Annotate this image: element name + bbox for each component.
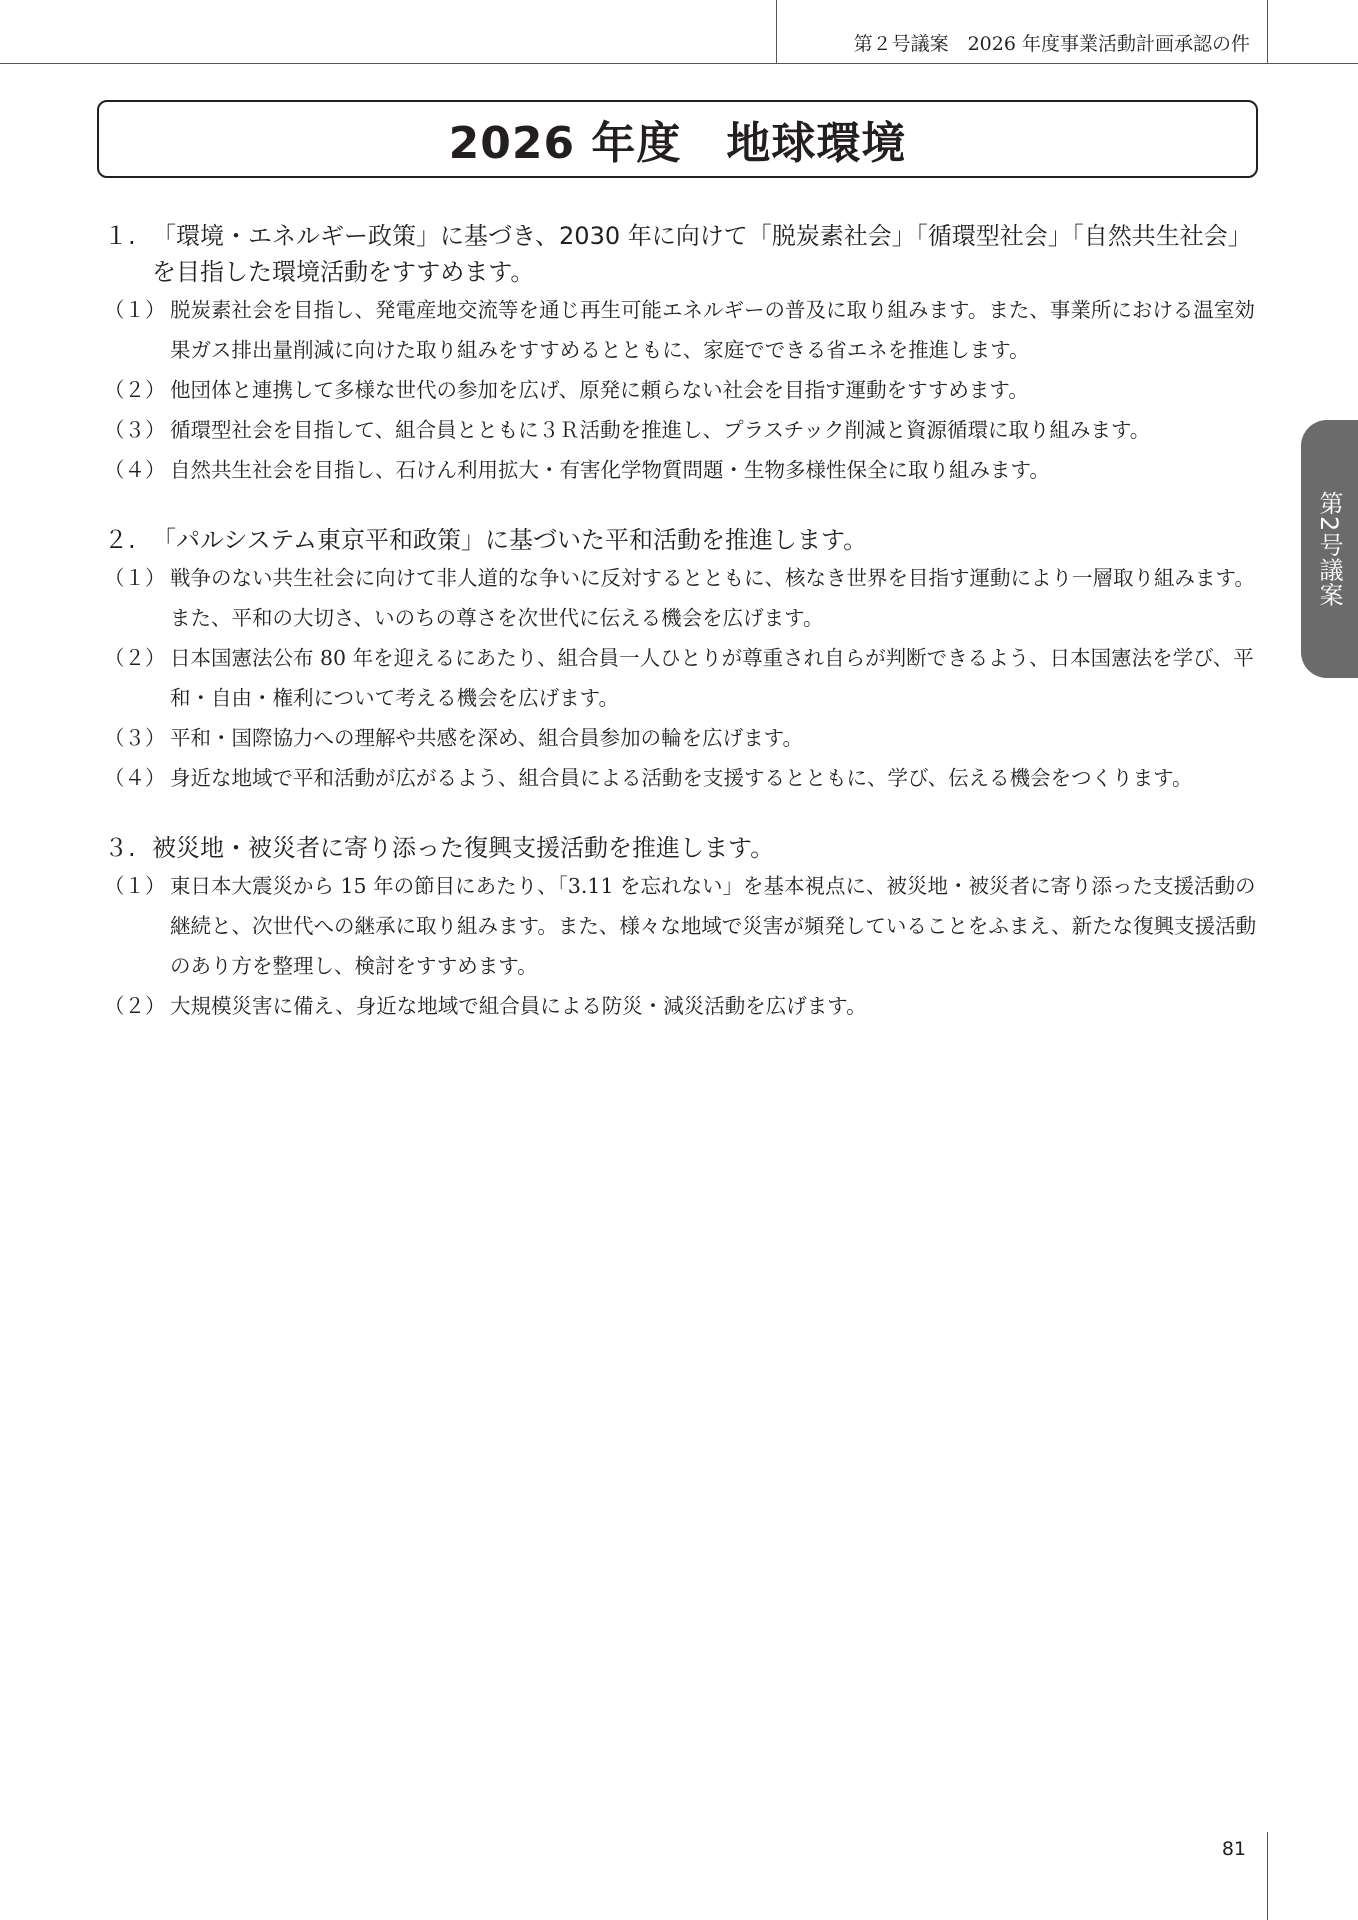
item-text: 自然共生社会を目指し、石けん利用拡大・有害化学物質問題・生物多様性保全に取り組みます。: [170, 458, 1050, 482]
item-number: （４）: [104, 766, 166, 790]
section-1: [104, 218, 1264, 490]
item-text: 循環型社会を目指して、組合員とともに３Ｒ活動を推進し、プラスチック削減と資源循環に取り組みます。: [170, 418, 1151, 442]
page-number: 81: [1221, 1838, 1246, 1860]
item-text: 日本国憲法公布 80 年を迎えるにあたり、組合員一人ひとりが尊重され自らが判断できるよう、日本国憲法を学び、平和・自由・権利について考える機会を広げます。: [170, 646, 1254, 710]
section-3: [104, 830, 1264, 1026]
side-tab-label: 第2号議案: [1315, 490, 1343, 608]
section-heading-text: 被災地・被災者に寄り添った復興支援活動を推進します。: [152, 834, 775, 862]
page-title-box: [97, 100, 1258, 178]
list-item: [104, 450, 1264, 490]
chapter-side-tab: [1301, 420, 1358, 678]
document-body: [104, 218, 1264, 1058]
section-heading-text: 「環境・エネルギー政策」に基づき、2030 年に向けて「脱炭素社会」「循環型社会」「自然共生社会」を目指した環境活動をすすめます。: [152, 222, 1252, 286]
footer-divider: [1267, 1832, 1268, 1920]
header-rule: [0, 63, 1358, 64]
item-number: （１）: [104, 566, 166, 590]
section-heading: [104, 522, 1264, 558]
section-heading: [104, 830, 1264, 866]
list-item: [104, 290, 1264, 370]
list-item: [104, 370, 1264, 410]
item-number: （２）: [104, 646, 166, 670]
list-item: [104, 410, 1264, 450]
item-number: （４）: [104, 458, 166, 482]
header-divider-left: [776, 0, 777, 64]
item-number: （３）: [104, 418, 166, 442]
running-header: 第２号議案 2026 年度事業活動計画承認の件: [853, 33, 1250, 55]
section-2: [104, 522, 1264, 798]
item-text: 東日本大震災から 15 年の節目にあたり、「3.11 を忘れない」を基本視点に、被災地・被災者に寄り添った支援活動の継続と、次世代への継承に取り組みます。また、様々な地域で災害が頻発していることをふまえ、新たな復興支援活動のあり方を整理し、検討をすすめます。: [170, 874, 1257, 978]
item-number: （２）: [104, 994, 166, 1018]
page-title: 2026 年度 地球環境: [448, 118, 907, 169]
section-number: ２.: [104, 526, 136, 554]
item-text: 脱炭素社会を目指し、発電産地交流等を通じ再生可能エネルギーの普及に取り組みます。また、事業所における温室効果ガス排出量削減に向けた取り組みをすすめるとともに、家庭でできる省エネを推進します。: [170, 298, 1255, 362]
section-heading: [104, 218, 1264, 290]
item-number: （３）: [104, 726, 166, 750]
item-text: 大規模災害に備え、身近な地域で組合員による防災・減災活動を広げます。: [170, 994, 867, 1018]
list-item: [104, 866, 1264, 986]
section-heading-text: 「パルシステム東京平和政策」に基づいた平和活動を推進します。: [152, 526, 868, 554]
item-text: 他団体と連携して多様な世代の参加を広げ、原発に頼らない社会を目指す運動をすすめます。: [170, 378, 1029, 402]
list-item: [104, 758, 1264, 798]
list-item: [104, 558, 1264, 638]
list-item: [104, 986, 1264, 1026]
section-number: １.: [104, 222, 136, 250]
item-number: （１）: [104, 874, 166, 898]
item-text: 戦争のない共生社会に向けて非人道的な争いに反対するとともに、核なき世界を目指す運動により一層取り組みます。また、平和の大切さ、いのちの尊さを次世代に伝える機会を広げます。: [170, 566, 1255, 630]
item-number: （１）: [104, 298, 166, 322]
item-text: 身近な地域で平和活動が広がるよう、組合員による活動を支援するとともに、学び、伝える機会をつくります。: [170, 766, 1193, 790]
header-divider-right: [1267, 0, 1268, 64]
item-number: （２）: [104, 378, 166, 402]
item-text: 平和・国際協力への理解や共感を深め、組合員参加の輪を広げます。: [170, 726, 804, 750]
list-item: [104, 718, 1264, 758]
list-item: [104, 638, 1264, 718]
section-number: ３.: [104, 834, 136, 862]
